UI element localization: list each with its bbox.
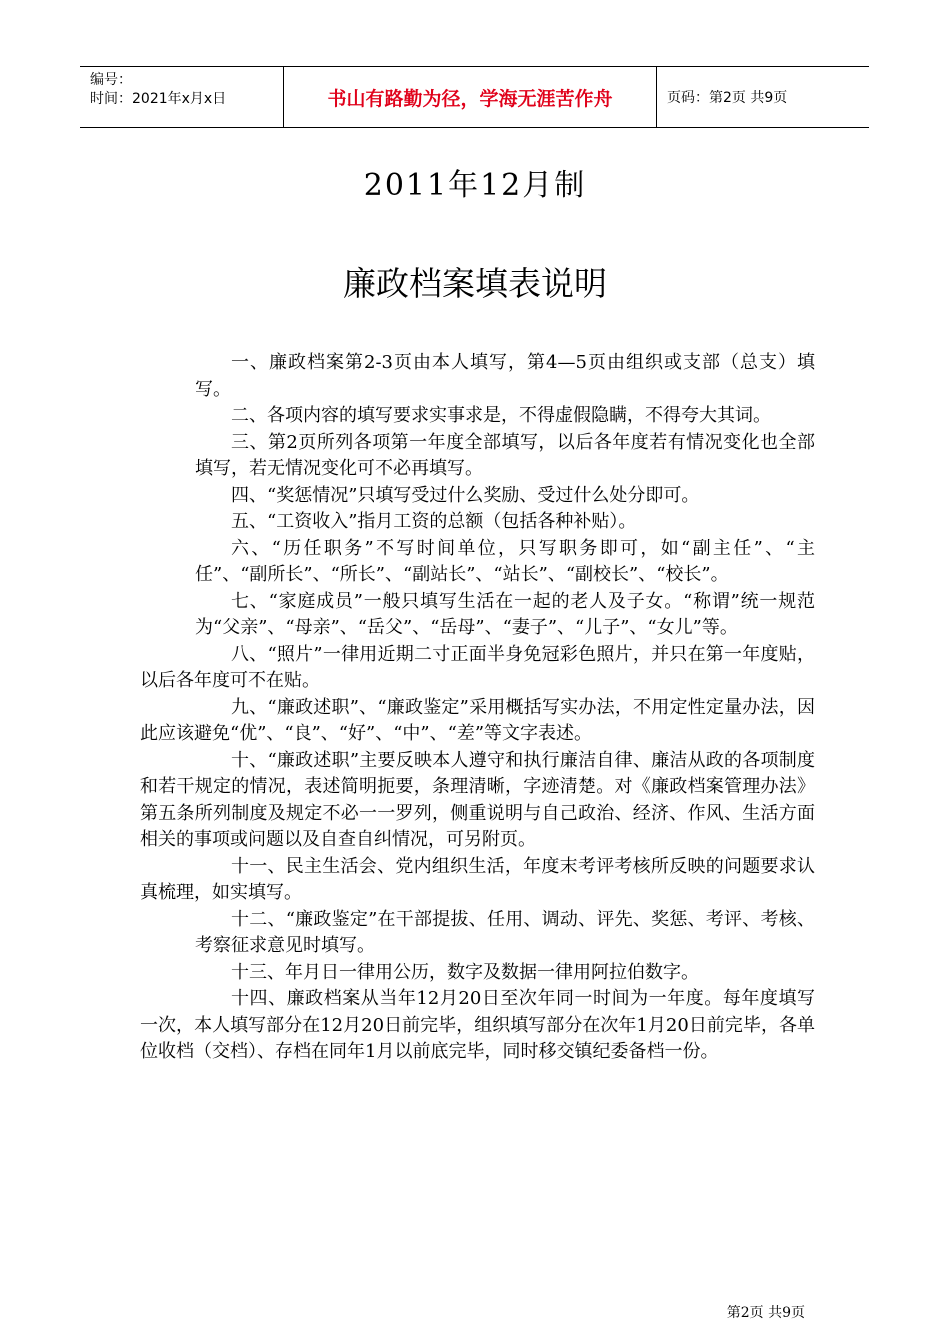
- instruction-paragraph: 十三、年月日一律用公历，数字及数据一律用阿拉伯数字。: [231, 961, 699, 983]
- header-meta: [80, 67, 283, 127]
- instruction-paragraph: 十四、廉政档案从当年12月20日至次年同一时间为一年度。每年度填写一次，本人填写部分在12月20日前完毕，组织填写部分在次年1月20日前完毕，各单位收档（交档）、存档在同年1月以前底完毕，同时移交镇纪委备档一份。: [140, 988, 815, 1062]
- footer-page-indicator: 第2页 共9页: [726, 1305, 805, 1321]
- instruction-paragraph: 三、第2页所列各项第一年度全部填写，以后各年度若有情况变化也全部填写，若无情况变化可不必再填写。: [195, 431, 815, 479]
- page-header: [80, 66, 869, 128]
- instruction-paragraph: 一、廉政档案第2-3页由本人填写，第4—5页由组织或支部（总支）填写。: [195, 352, 815, 400]
- instruction-paragraph: 四、“奖惩情况”只填写受过什么奖励、受过什么处分即可。: [231, 484, 700, 506]
- instructions-body: [140, 350, 815, 1066]
- instruction-paragraph: 五、“工资收入”指月工资的总额（包括各种补贴）。: [231, 511, 637, 532]
- instruction-paragraph: 八、“照片”一律用近期二寸正面半身免冠彩色照片，并只在第一年度贴，以后各年度可不在贴。: [140, 643, 815, 691]
- date-title: 2011年12月制: [363, 168, 587, 203]
- instruction-paragraph: 六、“历任职务”不写时间单位，只写职务即可，如“副主任”、“主任”、“副所长”、“所长”、“副站长”、“站长”、“副校长”、“校长”。: [195, 537, 815, 585]
- header-motto: 书山有路勤为径，学海无涯苦作舟: [283, 67, 657, 127]
- document-time-label: 时间：2021年x月x日: [90, 91, 227, 107]
- header-page-code: 页码：第2页 共9页: [667, 90, 788, 106]
- instruction-paragraph: 七、“家庭成员”一般只填写生活在一起的老人及子女。“称谓”统一规范为“父亲”、“母亲”、“岳父”、“岳母”、“妻子”、“儿子”、“女儿”等。: [195, 590, 815, 638]
- instruction-paragraph: 二、各项内容的填写要求实事求是，不得虚假隐瞒，不得夸大其词。: [231, 405, 771, 426]
- instruction-paragraph: 十一、民主生活会、党内组织生活，年度末考评考核所反映的问题要求认真梳理，如实填写。: [140, 855, 815, 903]
- document-title: 廉政档案填表说明: [343, 264, 607, 303]
- instruction-paragraph: 九、“廉政述职”、“廉政鉴定”采用概括写实办法，不用定性定量办法，因此应该避免“优”、“良”、“好”、“中”、“差”等文字表述。: [140, 696, 815, 744]
- instruction-paragraph: 十二、“廉政鉴定”在干部提拔、任用、调动、评先、奖惩、考评、考核、考察征求意见时填写。: [195, 908, 815, 956]
- document-number-label: 编号：: [90, 72, 132, 88]
- instruction-paragraph: 十、“廉政述职”主要反映本人遵守和执行廉洁自律、廉洁从政的各项制度和若干规定的情况，表述简明扼要，条理清晰，字迹清楚。对《廉政档案管理办法》第五条所列制度及规定不必一一罗列，侧重说明与自己政治、经济、作风、生活方面相关的事项或问题以及自查自纠情况，可另附页。: [140, 749, 815, 850]
